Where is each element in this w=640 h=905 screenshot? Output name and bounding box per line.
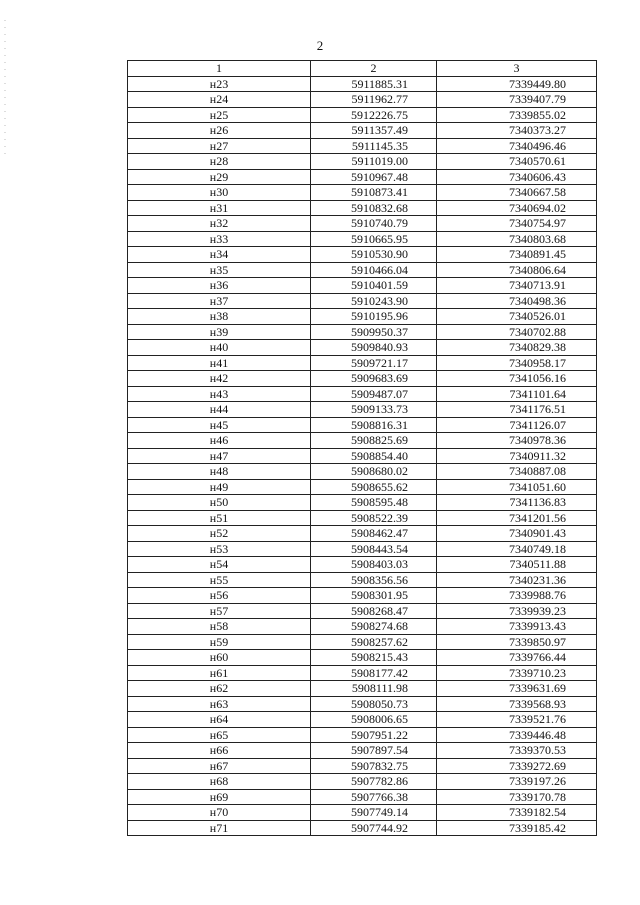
y-coordinate-cell: 7340749.18 bbox=[437, 541, 597, 557]
x-coordinate-cell: 5908403.03 bbox=[311, 557, 437, 573]
point-label-cell: н59 bbox=[128, 634, 311, 650]
column-header-x: 2 bbox=[311, 61, 437, 77]
table-row bbox=[128, 371, 597, 387]
x-coordinate-cell: 5911885.31 bbox=[311, 76, 437, 92]
point-label-cell: н51 bbox=[128, 510, 311, 526]
y-coordinate-cell: 7339631.69 bbox=[437, 681, 597, 697]
x-coordinate-cell: 5910832.68 bbox=[311, 200, 437, 216]
y-coordinate-cell: 7340526.01 bbox=[437, 309, 597, 325]
point-label-cell: н66 bbox=[128, 743, 311, 759]
y-coordinate-cell: 7340958.17 bbox=[437, 355, 597, 371]
table-header-row bbox=[128, 61, 597, 77]
coordinates-table bbox=[127, 60, 597, 836]
table-row bbox=[128, 402, 597, 418]
y-coordinate-cell: 7340496.46 bbox=[437, 138, 597, 154]
table-body bbox=[128, 76, 597, 836]
x-coordinate-cell: 5908050.73 bbox=[311, 696, 437, 712]
point-label-cell: н31 bbox=[128, 200, 311, 216]
y-coordinate-cell: 7340901.43 bbox=[437, 526, 597, 542]
point-label-cell: н62 bbox=[128, 681, 311, 697]
scan-margin-dots bbox=[4, 0, 6, 905]
table-row bbox=[128, 107, 597, 123]
point-label-cell: н23 bbox=[128, 76, 311, 92]
x-coordinate-cell: 5908825.69 bbox=[311, 433, 437, 449]
y-coordinate-cell: 7341056.16 bbox=[437, 371, 597, 387]
page-number: 2 bbox=[316, 38, 324, 53]
point-label-cell: н70 bbox=[128, 805, 311, 821]
x-coordinate-cell: 5912226.75 bbox=[311, 107, 437, 123]
x-coordinate-cell: 5910195.96 bbox=[311, 309, 437, 325]
point-label-cell: н41 bbox=[128, 355, 311, 371]
table-row bbox=[128, 92, 597, 108]
point-label-cell: н53 bbox=[128, 541, 311, 557]
x-coordinate-cell: 5910873.41 bbox=[311, 185, 437, 201]
point-label-cell: н47 bbox=[128, 448, 311, 464]
point-label-cell: н49 bbox=[128, 479, 311, 495]
y-coordinate-cell: 7340806.64 bbox=[437, 262, 597, 278]
point-label-cell: н43 bbox=[128, 386, 311, 402]
point-label-cell: н36 bbox=[128, 278, 311, 294]
y-coordinate-cell: 7340829.38 bbox=[437, 340, 597, 356]
x-coordinate-cell: 5908268.47 bbox=[311, 603, 437, 619]
y-coordinate-cell: 7339446.48 bbox=[437, 727, 597, 743]
table-row bbox=[128, 526, 597, 542]
point-label-cell: н55 bbox=[128, 572, 311, 588]
x-coordinate-cell: 5908522.39 bbox=[311, 510, 437, 526]
x-coordinate-cell: 5908854.40 bbox=[311, 448, 437, 464]
table-row bbox=[128, 169, 597, 185]
y-coordinate-cell: 7339710.23 bbox=[437, 665, 597, 681]
table-row bbox=[128, 355, 597, 371]
x-coordinate-cell: 5910665.95 bbox=[311, 231, 437, 247]
table-row bbox=[128, 76, 597, 92]
point-label-cell: н63 bbox=[128, 696, 311, 712]
y-coordinate-cell: 7340702.88 bbox=[437, 324, 597, 340]
x-coordinate-cell: 5908462.47 bbox=[311, 526, 437, 542]
x-coordinate-cell: 5909840.93 bbox=[311, 340, 437, 356]
y-coordinate-cell: 7340911.32 bbox=[437, 448, 597, 464]
table-row bbox=[128, 727, 597, 743]
x-coordinate-cell: 5910466.04 bbox=[311, 262, 437, 278]
point-label-cell: н34 bbox=[128, 247, 311, 263]
x-coordinate-cell: 5908215.43 bbox=[311, 650, 437, 666]
x-coordinate-cell: 5909133.73 bbox=[311, 402, 437, 418]
x-coordinate-cell: 5908177.42 bbox=[311, 665, 437, 681]
y-coordinate-cell: 7340606.43 bbox=[437, 169, 597, 185]
y-coordinate-cell: 7340978.36 bbox=[437, 433, 597, 449]
point-label-cell: н39 bbox=[128, 324, 311, 340]
table-row bbox=[128, 386, 597, 402]
point-label-cell: н32 bbox=[128, 216, 311, 232]
y-coordinate-cell: 7340694.02 bbox=[437, 200, 597, 216]
point-label-cell: н48 bbox=[128, 464, 311, 480]
table-row bbox=[128, 758, 597, 774]
y-coordinate-cell: 7340891.45 bbox=[437, 247, 597, 263]
x-coordinate-cell: 5907897.54 bbox=[311, 743, 437, 759]
table-row bbox=[128, 262, 597, 278]
point-label-cell: н44 bbox=[128, 402, 311, 418]
y-coordinate-cell: 7341176.51 bbox=[437, 402, 597, 418]
table-row bbox=[128, 433, 597, 449]
table-row bbox=[128, 820, 597, 836]
point-label-cell: н69 bbox=[128, 789, 311, 805]
table-row bbox=[128, 588, 597, 604]
point-label-cell: н67 bbox=[128, 758, 311, 774]
table-row bbox=[128, 510, 597, 526]
table-row bbox=[128, 247, 597, 263]
x-coordinate-cell: 5907744.92 bbox=[311, 820, 437, 836]
x-coordinate-cell: 5908301.95 bbox=[311, 588, 437, 604]
y-coordinate-cell: 7340511.88 bbox=[437, 557, 597, 573]
table-row bbox=[128, 138, 597, 154]
table-row bbox=[128, 774, 597, 790]
point-label-cell: н50 bbox=[128, 495, 311, 511]
point-label-cell: н29 bbox=[128, 169, 311, 185]
column-header-y: 3 bbox=[437, 61, 597, 77]
y-coordinate-cell: 7339521.76 bbox=[437, 712, 597, 728]
point-label-cell: н65 bbox=[128, 727, 311, 743]
table-row bbox=[128, 123, 597, 139]
y-coordinate-cell: 7339197.26 bbox=[437, 774, 597, 790]
y-coordinate-cell: 7340231.36 bbox=[437, 572, 597, 588]
point-label-cell: н64 bbox=[128, 712, 311, 728]
table-row bbox=[128, 712, 597, 728]
point-label-cell: н24 bbox=[128, 92, 311, 108]
point-label-cell: н42 bbox=[128, 371, 311, 387]
y-coordinate-cell: 7340373.27 bbox=[437, 123, 597, 139]
point-label-cell: н35 bbox=[128, 262, 311, 278]
table-row bbox=[128, 216, 597, 232]
table-row bbox=[128, 479, 597, 495]
point-label-cell: н30 bbox=[128, 185, 311, 201]
table-row bbox=[128, 650, 597, 666]
y-coordinate-cell: 7339370.53 bbox=[437, 743, 597, 759]
table-row bbox=[128, 231, 597, 247]
x-coordinate-cell: 5907951.22 bbox=[311, 727, 437, 743]
x-coordinate-cell: 5908111.98 bbox=[311, 681, 437, 697]
table-row bbox=[128, 324, 597, 340]
table-row bbox=[128, 541, 597, 557]
table-row bbox=[128, 293, 597, 309]
table-row bbox=[128, 417, 597, 433]
y-coordinate-cell: 7339568.93 bbox=[437, 696, 597, 712]
point-label-cell: н60 bbox=[128, 650, 311, 666]
y-coordinate-cell: 7339850.97 bbox=[437, 634, 597, 650]
table-row bbox=[128, 634, 597, 650]
point-label-cell: н52 bbox=[128, 526, 311, 542]
table-row bbox=[128, 743, 597, 759]
y-coordinate-cell: 7339170.78 bbox=[437, 789, 597, 805]
point-label-cell: н54 bbox=[128, 557, 311, 573]
y-coordinate-cell: 7341136.83 bbox=[437, 495, 597, 511]
y-coordinate-cell: 7339272.69 bbox=[437, 758, 597, 774]
x-coordinate-cell: 5911145.35 bbox=[311, 138, 437, 154]
y-coordinate-cell: 7340570.61 bbox=[437, 154, 597, 170]
x-coordinate-cell: 5909487.07 bbox=[311, 386, 437, 402]
table-row bbox=[128, 557, 597, 573]
point-label-cell: н45 bbox=[128, 417, 311, 433]
y-coordinate-cell: 7340754.97 bbox=[437, 216, 597, 232]
y-coordinate-cell: 7341101.64 bbox=[437, 386, 597, 402]
table-row bbox=[128, 200, 597, 216]
point-label-cell: н26 bbox=[128, 123, 311, 139]
x-coordinate-cell: 5909683.69 bbox=[311, 371, 437, 387]
x-coordinate-cell: 5910401.59 bbox=[311, 278, 437, 294]
table-row bbox=[128, 696, 597, 712]
table-row bbox=[128, 619, 597, 635]
y-coordinate-cell: 7339449.80 bbox=[437, 76, 597, 92]
table-row bbox=[128, 340, 597, 356]
x-coordinate-cell: 5909721.17 bbox=[311, 355, 437, 371]
table-row bbox=[128, 805, 597, 821]
x-coordinate-cell: 5907749.14 bbox=[311, 805, 437, 821]
x-coordinate-cell: 5908680.02 bbox=[311, 464, 437, 480]
y-coordinate-cell: 7339855.02 bbox=[437, 107, 597, 123]
table-row bbox=[128, 789, 597, 805]
y-coordinate-cell: 7341051.60 bbox=[437, 479, 597, 495]
table-row bbox=[128, 185, 597, 201]
x-coordinate-cell: 5908006.65 bbox=[311, 712, 437, 728]
y-coordinate-cell: 7339988.76 bbox=[437, 588, 597, 604]
x-coordinate-cell: 5908655.62 bbox=[311, 479, 437, 495]
table-row bbox=[128, 278, 597, 294]
table-row bbox=[128, 464, 597, 480]
y-coordinate-cell: 7340667.58 bbox=[437, 185, 597, 201]
point-label-cell: н33 bbox=[128, 231, 311, 247]
point-label-cell: н57 bbox=[128, 603, 311, 619]
point-label-cell: н27 bbox=[128, 138, 311, 154]
x-coordinate-cell: 5907766.38 bbox=[311, 789, 437, 805]
point-label-cell: н56 bbox=[128, 588, 311, 604]
point-label-cell: н46 bbox=[128, 433, 311, 449]
table-row bbox=[128, 681, 597, 697]
y-coordinate-cell: 7340498.36 bbox=[437, 293, 597, 309]
x-coordinate-cell: 5908443.54 bbox=[311, 541, 437, 557]
point-label-cell: н68 bbox=[128, 774, 311, 790]
table-row bbox=[128, 309, 597, 325]
table-row bbox=[128, 154, 597, 170]
x-coordinate-cell: 5908257.62 bbox=[311, 634, 437, 650]
y-coordinate-cell: 7339407.79 bbox=[437, 92, 597, 108]
y-coordinate-cell: 7341126.07 bbox=[437, 417, 597, 433]
x-coordinate-cell: 5911019.00 bbox=[311, 154, 437, 170]
x-coordinate-cell: 5908816.31 bbox=[311, 417, 437, 433]
point-label-cell: н25 bbox=[128, 107, 311, 123]
y-coordinate-cell: 7340713.91 bbox=[437, 278, 597, 294]
x-coordinate-cell: 5910530.90 bbox=[311, 247, 437, 263]
point-label-cell: н40 bbox=[128, 340, 311, 356]
table-row bbox=[128, 665, 597, 681]
x-coordinate-cell: 5907782.86 bbox=[311, 774, 437, 790]
point-label-cell: н38 bbox=[128, 309, 311, 325]
point-label-cell: н28 bbox=[128, 154, 311, 170]
table-row bbox=[128, 448, 597, 464]
table-row bbox=[128, 603, 597, 619]
x-coordinate-cell: 5910740.79 bbox=[311, 216, 437, 232]
y-coordinate-cell: 7341201.56 bbox=[437, 510, 597, 526]
y-coordinate-cell: 7339913.43 bbox=[437, 619, 597, 635]
point-label-cell: н58 bbox=[128, 619, 311, 635]
table-row bbox=[128, 495, 597, 511]
y-coordinate-cell: 7340803.68 bbox=[437, 231, 597, 247]
y-coordinate-cell: 7340887.08 bbox=[437, 464, 597, 480]
x-coordinate-cell: 5910243.90 bbox=[311, 293, 437, 309]
x-coordinate-cell: 5909950.37 bbox=[311, 324, 437, 340]
column-header-point: 1 bbox=[128, 61, 311, 77]
point-label-cell: н37 bbox=[128, 293, 311, 309]
x-coordinate-cell: 5908274.68 bbox=[311, 619, 437, 635]
y-coordinate-cell: 7339182.54 bbox=[437, 805, 597, 821]
x-coordinate-cell: 5908595.48 bbox=[311, 495, 437, 511]
table-row bbox=[128, 572, 597, 588]
point-label-cell: н71 bbox=[128, 820, 311, 836]
x-coordinate-cell: 5911962.77 bbox=[311, 92, 437, 108]
x-coordinate-cell: 5910967.48 bbox=[311, 169, 437, 185]
point-label-cell: н61 bbox=[128, 665, 311, 681]
y-coordinate-cell: 7339185.42 bbox=[437, 820, 597, 836]
x-coordinate-cell: 5911357.49 bbox=[311, 123, 437, 139]
y-coordinate-cell: 7339766.44 bbox=[437, 650, 597, 666]
x-coordinate-cell: 5908356.56 bbox=[311, 572, 437, 588]
y-coordinate-cell: 7339939.23 bbox=[437, 603, 597, 619]
x-coordinate-cell: 5907832.75 bbox=[311, 758, 437, 774]
